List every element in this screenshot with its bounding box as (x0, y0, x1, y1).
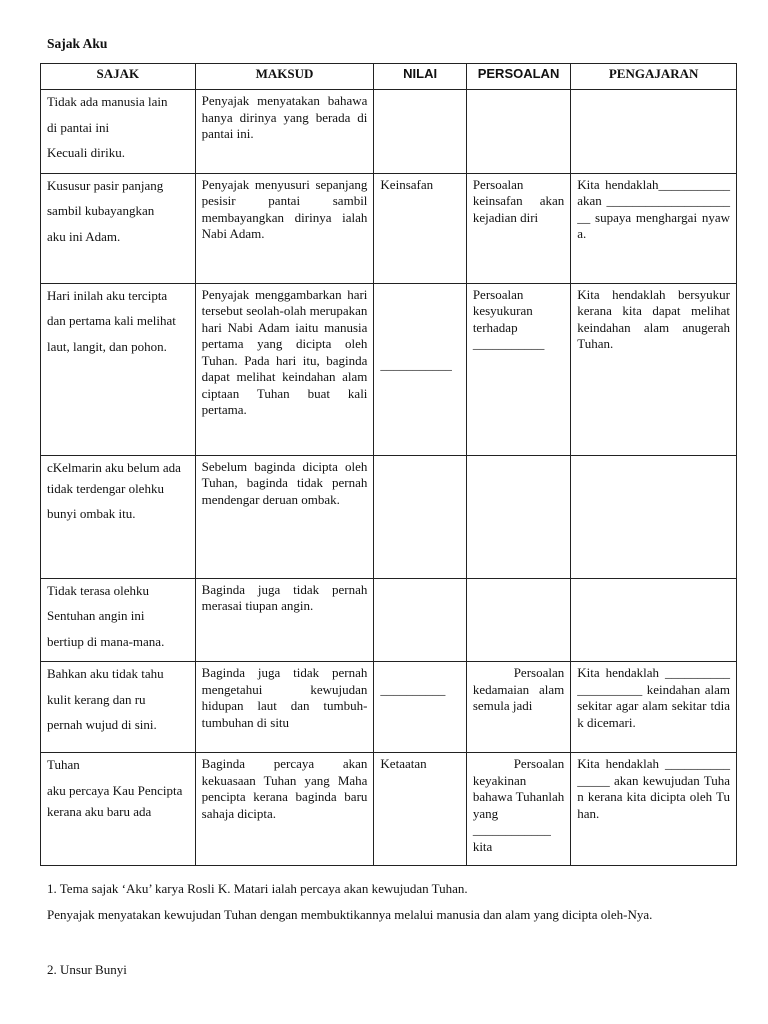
table-row (41, 578, 737, 662)
maksud-cell: Sebelum baginda dicipta oleh Tuhan, baginda tidak pernah mendengar deruan ombak. (195, 455, 374, 578)
table-header-row (41, 64, 737, 90)
header-sajak: SAJAK (41, 64, 196, 90)
sajak-line: Tidak terasa olehku (47, 582, 150, 598)
sajak-cell (41, 753, 196, 866)
nilai-cell (374, 90, 466, 174)
persoalan-cell (466, 578, 570, 662)
pengajaran-cell: Kita hendaklah___________ akan _____________________ supaya menghargai nyawa. (571, 173, 737, 283)
document-title: Sajak Aku (47, 36, 108, 51)
table-row (41, 173, 737, 283)
sajak-line: Sentuhan angin ini (47, 608, 145, 623)
pengajaran-cell: Kita hendaklah bersyukur kerana kita dapat melihat keindahan alam anugerah Tuhan. (571, 283, 737, 455)
sajak-line: kerana aku baru ada (47, 803, 152, 819)
table-row (41, 283, 737, 455)
sajak-line: cKelmarin aku belum ada (47, 459, 181, 475)
sajak-cell (41, 283, 196, 455)
header-pengajaran: PENGAJARAN (571, 64, 737, 90)
header-maksud: MAKSUD (195, 64, 374, 90)
nilai-blank: ___________ (380, 356, 452, 372)
pengajaran-cell: Kita hendaklah _______________ akan kewujudan Tuhan kerana kita dicipta oleh Tuhan. (571, 753, 737, 866)
table-row (41, 90, 737, 174)
nilai-cell: Ketaatan (374, 753, 466, 866)
sajak-line: bunyi ombak itu. (47, 506, 136, 521)
note-point-2: 2. Unsur Bunyi (47, 962, 127, 977)
sajak-line: Tuhan (47, 757, 80, 772)
persoalan-cell: Persoalan keinsafan akan kejadian diri (466, 173, 570, 283)
nilai-blank: __________ (380, 682, 446, 697)
maksud-cell: Penyajak menyusuri sepanjang pesisir pantai sambil membayangkan dirinya ialah Nabi Adam. (195, 173, 374, 283)
persoalan-cell: Persoalan kesyukuran terhadap ___________ (466, 283, 570, 455)
nilai-cell (374, 662, 466, 753)
sajak-line: pernah wujud di sini. (47, 717, 157, 732)
sajak-line: sambil kubayangkan (47, 203, 155, 218)
table-row (41, 662, 737, 753)
sajak-line: laut, langit, dan pohon. (47, 338, 167, 354)
maksud-cell: Penyajak menyatakan bahawa hanya dirinya yang berada di pantai ini. (195, 90, 374, 174)
sajak-line: dan pertama kali melihat (47, 313, 176, 328)
maksud-cell: Baginda percaya akan kekuasaan Tuhan yang Maha pencipta kerana baginda baru sahaja dicipta. (195, 753, 374, 866)
nilai-cell: Keinsafan (374, 173, 466, 283)
table-row (41, 455, 737, 578)
sajak-line: Tidak ada manusia lain (47, 94, 168, 109)
nilai-cell (374, 283, 466, 455)
maksud-cell: Penyajak menggambarkan hari tersebut seolah-olah merupakan hari Nabi Adam iaitu manusia pertama yang dicipta oleh Tuhan. Pada hari itu, baginda dapat melihat keindahan alam ciptaan Tuhan buat kali pertama. (195, 283, 374, 455)
persoalan-cell: Persoalan kedamaian alam semula jadi (466, 662, 570, 753)
pengajaran-cell (571, 578, 737, 662)
persoalan-cell (466, 455, 570, 578)
sajak-line: aku percaya Kau Pencipta (47, 782, 183, 798)
pengajaran-cell: Kita hendaklah ____________________ keindahan alam sekitar agar alam sekitar tdiak dicemari. (571, 662, 737, 753)
maksud-cell: Baginda juga tidak pernah mengetahui kewujudan hidupan laut dan tumbuh-tumbuhan di situ (195, 662, 374, 753)
sajak-cell (41, 578, 196, 662)
sajak-line: tidak terdengar olehku (47, 480, 164, 496)
persoalan-cell: Persoalan keyakinan bahawa Tuhanlah yang ____________ kita (466, 753, 570, 866)
sajak-cell (41, 455, 196, 578)
header-persoalan: PERSOALAN (466, 64, 570, 90)
sajak-cell (41, 90, 196, 174)
nilai-cell (374, 578, 466, 662)
sajak-line: kulit kerang dan ru (47, 691, 146, 707)
note-point-1: 1. Tema sajak ‘Aku’ karya Rosli K. Matari ialah percaya akan kewujudan Tuhan. (47, 881, 468, 896)
analysis-table (40, 63, 737, 866)
pengajaran-cell (571, 90, 737, 174)
note-point-1-detail: Penyajak menyatakan kewujudan Tuhan dengan membuktikannya melalui manusia dan alam yang dicipta oleh-Nya. (47, 907, 653, 922)
nilai-cell (374, 455, 466, 578)
pengajaran-cell (571, 455, 737, 578)
header-nilai: NILAI (374, 64, 466, 90)
sajak-line: bertiup di mana-mana. (47, 633, 165, 649)
sajak-line: Kecuali diriku. (47, 145, 125, 160)
sajak-line: Kususur pasir panjang (47, 177, 164, 193)
sajak-line: Hari inilah aku tercipta (47, 287, 168, 303)
table-row (41, 753, 737, 866)
sajak-cell (41, 662, 196, 753)
maksud-cell: Baginda juga tidak pernah merasai tiupan angin. (195, 578, 374, 662)
sajak-line: di pantai ini (47, 119, 110, 135)
sajak-line: Bahkan aku tidak tahu (47, 666, 164, 681)
sajak-line: aku ini Adam. (47, 228, 121, 244)
persoalan-cell (466, 90, 570, 174)
sajak-cell (41, 173, 196, 283)
